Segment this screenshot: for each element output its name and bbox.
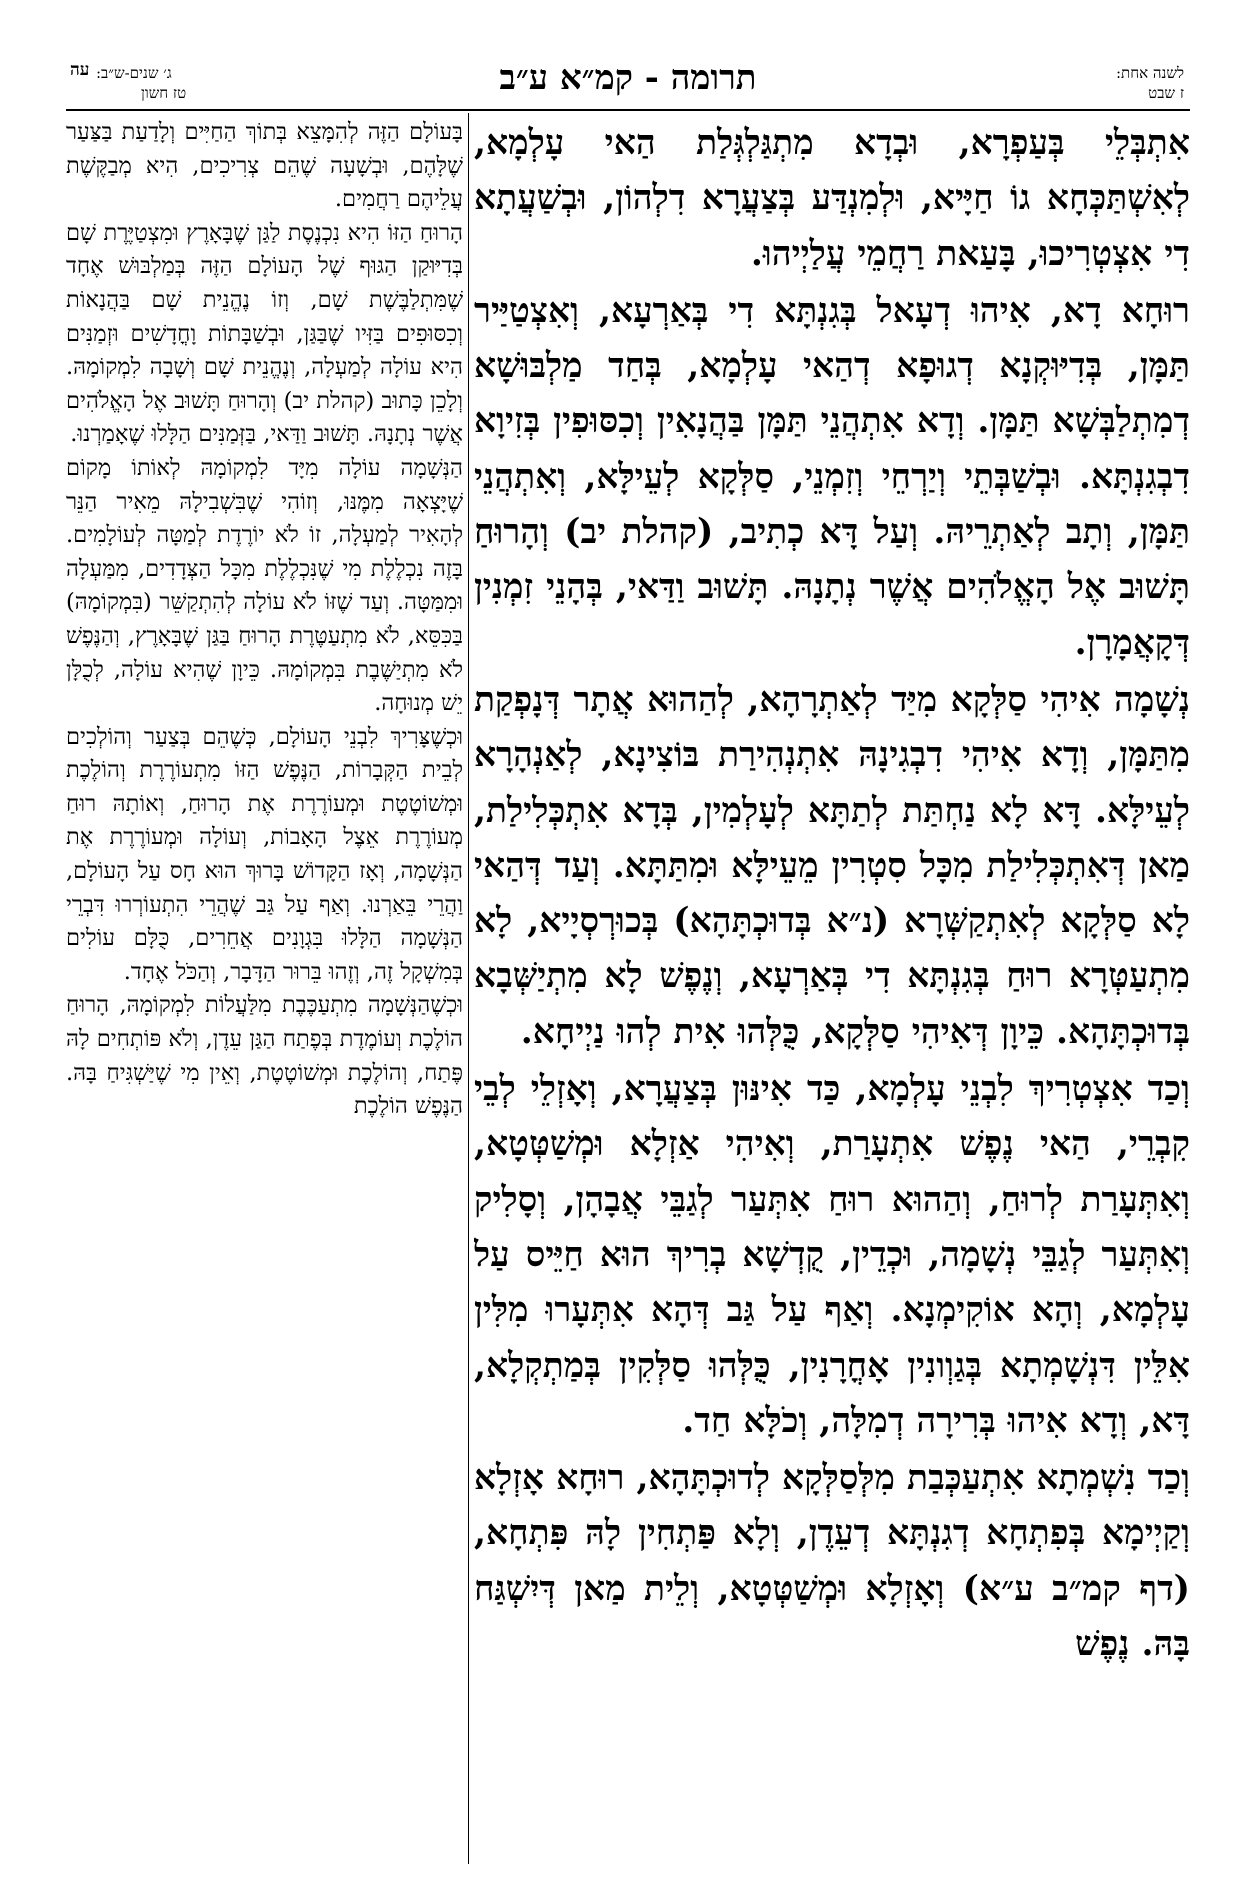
commentary-paragraph: וּכְשֶׁהַנְּשָׁמָה מִתְעַכֶּבֶת מִלַּעֲלוֹת לִמְקוֹמָהּ, הָרוּחַ הוֹלֶכֶת וְעוֹמֶדֶת בְּפֶתַח הַגַּן עֵדֶן, וְלֹא פּוֹתְחִים לָהּ פֶּתַח, וְהוֹלֶכֶת וּמְשׁוֹטֶטֶת, וְאֵין מִי שֶׁיַּשְׁגִּיחַ בָּהּ. הַנֶּפֶשׁ הוֹלֶכֶת: [66, 992, 463, 1120]
header-rule: [66, 109, 1190, 111]
main-paragraph: אִתְבְּלֵי בְּעַפְרָא, וּבְדָא מִתְגַּלְגְּלַת הַאי עָלְמָא, לְאִשְׁתַּכְּחָא גוֹ חַיָּיא, וּלְמִנְדַּע בְּצַעֲרָא דִלְהוֹן, וּבְשַׁעֲתָא דִי אִצְטְרִיכוּ, בָּעַאת רַחֲמֵי עֲלַיְיהוּ.: [474, 123, 1190, 274]
main-paragraph: וְכַד אִצְטְרִיךְ לִבְנֵי עָלְמָא, כַּד אִינּוּן בְּצַעֲרָא, וְאָזְלֵי לְבֵי קִבְרֵי, הַאי נֶפֶשׁ אִתְעָרַת, וְאִיהִי אַזְלָא וּמְשַׁטְּטָא, וְאִתְּעָרַת לְרוּחַ, וְהַהוּא רוּחַ אִתְּעַר לְגַבֵּי אֲבָהָן, וְסָלִיק וְאִתְּעַר לְגַבֵּי נְשָׁמָה, וּכְדֵין, קֻדְשָׁא בְרִיךְ הוּא חַיֵּיס עַל עָלְמָא, וְהָא אוֹקִימְנָא. וְאַף עַל גַּב דְּהָא אִתְּעָרוּ מִלִּין אִלֵּין דִּנְשָׁמְתָא בְּגַוְונִין אָחֳרָנִין, כֻּלְּהוּ סַלְּקִין בְּמַתְקְלָא, דָּא, וְדָא אִיהוּ בְּרִירָה דְמִלָּה, וְכֹלָּא חַד.: [474, 1069, 1190, 1441]
header-left-bottom: טז חשון: [141, 84, 187, 102]
column-divider: [468, 113, 469, 1864]
page-number: עה: [70, 60, 90, 80]
header-right-top: לשנה אחת:: [1116, 64, 1184, 82]
header-right-bottom: ז שבט: [1148, 84, 1184, 102]
main-paragraph: וְכַד נִשְׁמְתָא אִתְעַכְּבַת מִלְּסַלְּקָא לְדוּכְתָּהָא, רוּחָא אָזְלָא וְקַיְימָא בְּפִתְחָא דְגִנְתָּא דְעֵדֶן, וְלָא פַּתְחִין לָהּ פִּתְחָא, (דף קמ״ב ע״א) וְאָזְלָא וּמְשַׁטְּטָא, וְלֵית מַאן דְּיִשְׁגַּח בָּהּ. נֶפֶשׁ: [474, 1458, 1190, 1665]
commentary-paragraph: הָרוּחַ הַזּוֹ הִיא נִכְנֶסֶת לַגַּן שֶׁבָּאָרֶץ וּמִצְטַיֶּרֶת שָׁם בְּדִיּוּקַן הַגּוּף שֶׁל הָעוֹלָם הַזֶּה בְּמַלְבּוּשׁ אֶחָד שֶׁמִּתְלַבֶּשֶׁת שָׁם, וְזוֹ נֶהֱנֵית שָׁם בַּהֲנָאוֹת וְכִסּוּפִים בַּזִּיו שֶׁבַּגַּן, וּבְשַׁבָּתוֹת וָחֳדָשִׁים וּזְמַנִּים הִיא עוֹלָה לְמַעְלָה, וְנֶהֱנֵית שָׁם וְשָׁבָה לִמְקוֹמָהּ. וְלָכֵן כָּתוּב (קהלת יב) וְהָרוּחַ תָּשׁוּב אֶל הָאֱלֹהִים אֲשֶׁר נְתָנָהּ. תָּשׁוּב וַדַּאי, בַּזְּמַנִּים הַלָּלוּ שֶׁאָמַרְנוּ.: [66, 219, 463, 448]
main-paragraph: נְשָׁמָה אִיהִי סַלְּקָא מִיַּד לְאַתְרָהָא, לְהַהוּא אֲתָר דְּנָפְקַת מִתַּמָּן, וְדָא אִיהִי דִבְגִינָהּ אִתְנְהִירַת בּוֹצִינָא, לְאַנְהָרָא לְעֵילָּא. דָּא לָא נַחְתַּת לְתַתָּא לְעָלְמִין, בְּדָא אִתְכְּלִילַת, מַאן דְּאִתְכְּלִילַת מִכָּל סִטְרִין מֵעֵילָּא וּמִתַּתָּא. וְעַד דְּהַאי לָא סַלְּקָא לְאִתְקַשְּׁרָא (נ״א בְּדוּכְתָּהָא) בְּכוּרְסְיָיא, לָא מִתְעַטְּרָא רוּחַ בְּגִנְתָּא דִי בְּאַרְעָא, וְנֶפֶשׁ לָא מִתְיַשְּׁבָא בְּדוּכְתָּהָא. כֵּיוָן דְּאִיהִי סַלְּקָא, כֻּלְּהוּ אִית לְהוּ נַיְיחָא.: [474, 679, 1190, 1052]
main-paragraph: רוּחָא דָא, אִיהוּ דְעָאל בְּגִנְתָּא דִי בְּאַרְעָא, וְאִצְטַיַּיר תַּמָּן, בְּדִיּוּקְנָא דְגוּפָא דְהַאי עָלְמָא, בְּחַד מַלְבּוּשָׁא דְמִתְלַבְּשָׁא תַּמָּן. וְדָא אִתְהֲנֵי תַּמָּן בַּהֲנָאִין וְכִסּוּפִין בְּזִיוָא דִבְגִנְתָּא. וּבְשַׁבְּתֵי וְיַרְחֵי וְזִמְנֵי, סַלְּקָא לְעֵילָּא, וְאִתְהֲנֵי תַּמָּן, וְתָב לְאַתְרֵיהּ. וְעַל דָּא כְתִיב, (קהלת יב) וְהָרוּחַ תָּשׁוּב אֶל הָאֱלֹהִים אֲשֶׁר נְתָנָהּ. תָּשׁוּב וַדַּאי, בְּהָנֵי זִמְנִין דְּקָאֲמָרָן.: [474, 290, 1190, 663]
commentary-paragraph: בָּעוֹלָם הַזֶּה לְהִמָּצֵא בְּתוֹךְ הַחַיִּים וְלָדַעַת בַּצַּעַר שֶׁלָּהֶם, וּבְשָׁעָה שֶׁהֵם צְרִיכִים, הִיא מְבַקֶּשֶׁת עֲלֵיהֶם רַחֲמִים.: [66, 119, 463, 213]
page-title: תרומה - קמ״א ע״ב: [499, 58, 757, 98]
commentary-paragraph: וּכְשֶׁצָּרִיךְ לִבְנֵי הָעוֹלָם, כְּשֶׁהֵם בְּצַעַר וְהוֹלְכִים לְבֵית הַקְּבָרוֹת, הַנֶּפֶשׁ הַזּוֹ מִתְעוֹרֶרֶת וְהוֹלֶכֶת וּמְשׁוֹטֶטֶת וּמְעוֹרֶרֶת אֶת הָרוּחַ, וְאוֹתָהּ רוּחַ מְעוֹרֶרֶת אֵצֶל הָאָבוֹת, וְעוֹלָה וּמְעוֹרֶרֶת אֶת הַנְּשָׁמָה, וְאָז הַקָּדוֹשׁ בָּרוּךְ הוּא חָס עַל הָעוֹלָם, וַהֲרֵי בֵּאַרְנוּ. וְאַף עַל גַּב שֶׁהֲרֵי הִתְעוֹרְרוּ דִּבְרֵי הַנְּשָׁמָה הַלָּלוּ בִּגְוָנִים אֲחֵרִים, כֻּלָּם עוֹלִים בְּמִשְׁקָל זֶה, וְזֶהוּ בֵּרוּר הַדָּבָר, וְהַכֹּל אֶחָד.: [66, 723, 463, 985]
commentary-paragraph: הַנְּשָׁמָה עוֹלָה מִיָּד לִמְקוֹמָהּ לְאוֹתוֹ מָקוֹם שֶׁיָּצְאָה מִמֶּנּוּ, וְזוֹהִי שֶׁבִּשְׁבִילָהּ מֵאִיר הַנֵּר לְהָאִיר לְמַעְלָה, זוֹ לֹא יוֹרֶדֶת לְמַטָּה לְעוֹלָמִים. בָּזֶה נִכְלֶלֶת מִי שֶׁנִּכְלֶלֶת מִכָּל הַצְּדָדִים, מִמַּעְלָה וּמִמַּטָּה. וְעַד שֶׁזּוֹ לֹא עוֹלָה לְהִתְקַשֵּׁר (בִּמְקוֹמָהּ) בַּכִּסֵּא, לֹא מִתְעַטֶּרֶת הָרוּחַ בַּגַּן שֶׁבָּאָרֶץ, וְהַנֶּפֶשׁ לֹא מִתְיַשֶּׁבֶת בִּמְקוֹמָהּ. כֵּיוָן שֶׁהִיא עוֹלָה, לְכֻלָּן יֵשׁ מְנוּחָה.: [66, 454, 463, 717]
header-left-top: ג׳ שנים-ש״ב:: [96, 64, 172, 82]
main-text-column: [474, 116, 1190, 1864]
commentary-column: [66, 116, 463, 1864]
page-header: [66, 58, 1190, 106]
